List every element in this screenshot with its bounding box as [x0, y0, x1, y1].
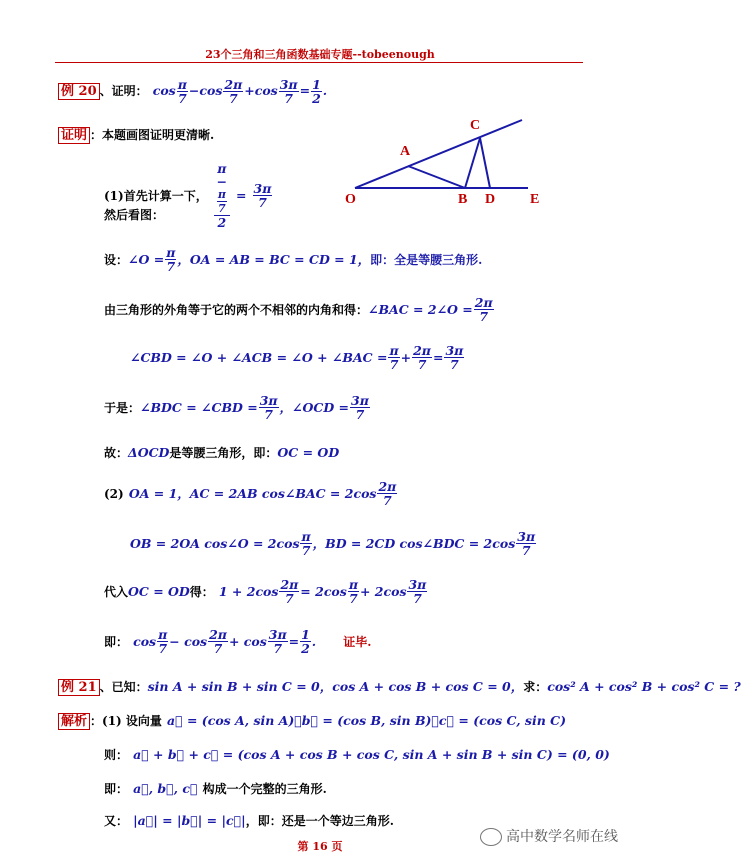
example-20-line [58, 78, 327, 105]
substitute-line: 代入OC = OD得： 1 + 2cos $\frac{2\pi}{7}$ = 2cos $\frac{\pi}{7}$ + 2cos $\frac{3\pi}{7}$ [104, 577, 427, 606]
step1-fraction: π − π 7 2 [214, 162, 230, 229]
page-header: 23个三角和三角函数基础专题--tobeenough [205, 48, 435, 61]
point-o: O [345, 192, 356, 207]
page-footer: 第 16 页 [297, 840, 343, 853]
point-b: B [458, 192, 468, 207]
analysis-line-1: 解析 ：(1) 设向量 a⃗ = (cos A, sin A)，b⃗ = (cos B, sin B)，c⃗ = (cos C, sin C) [58, 710, 566, 730]
point-a: A [400, 144, 411, 159]
conclusion-line: 即： cos $\frac{\pi}{7}$ − cos $\frac{2\pi}{7}$ + cos $\frac{3\pi}{7}$ = $\frac{1}{2}$ . 证毕. [104, 627, 372, 656]
point-d: D [485, 192, 496, 207]
header-rule [55, 62, 583, 63]
segment-bc [465, 138, 480, 188]
analysis-line-4: 又： |a⃗| = |b⃗| = |c⃗|，即：还是一个等边三角形. [104, 813, 394, 828]
hence-line: 故：ΔOCD是等腰三角形，即：OC = OD [104, 445, 340, 460]
example-21-label: 例 21 [58, 679, 100, 696]
proof-label: 证明 [58, 127, 90, 144]
step1-line: (1)首先计算一下， π − π 7 2 = $\frac{3\pi}{7}$ [104, 161, 272, 230]
proof-intro-line [58, 124, 214, 144]
point-e: E [530, 192, 540, 207]
example-21-line: 例 21 、已知：sin A + sin B + sin C = 0，cos A + cos B + cos C = 0，求：cos² A + cos² B + cos² C = ? [58, 676, 741, 696]
then-text: 然后看图： [104, 208, 165, 222]
let-line: 设：∠O = $\frac{\pi}{7}$ ，OA = AB = BC = CD = 1，即：全是等腰三角形. [104, 245, 483, 274]
analysis-line-2: 则： a⃗ + b⃗ + c⃗ = (cos A + cos B + cos C, sin A + sin B + sin C) = (0, 0) [104, 747, 610, 762]
so-line: 于是：∠BDC = ∠CBD = $\frac{3\pi}{7}$ ，∠OCD = $\frac{3\pi}{7}$ [104, 393, 369, 422]
example-20-label: 例 20 [58, 83, 100, 100]
wechat-icon [480, 828, 502, 846]
geometry-figure [350, 108, 540, 208]
segment-cd [480, 138, 490, 188]
example-20-equation: cos $\frac{\pi}{7}$ −cos $\frac{2\pi}{7}$ +cos $\frac{3\pi}{7}$ = $\frac{1}{2}$ . [152, 77, 328, 106]
analysis-label: 解析 [58, 713, 90, 730]
segment-ab [408, 166, 465, 188]
qed: 证毕. [343, 635, 372, 649]
proof-intro: ：本题画图证明更清晰. [90, 128, 215, 142]
cbd-line: ∠CBD = ∠O + ∠ACB = ∠O + ∠BAC = $\frac{\pi}{7}$ + $\frac{2\pi}{7}$ = $\frac{3\pi}{7}$ [130, 343, 464, 372]
watermark: 高中数学名师在线 [480, 826, 618, 846]
example-20-lead: 、证明： [99, 84, 148, 98]
analysis-line-3: 即： a⃗, b⃗, c⃗ 构成一个完整的三角形. [104, 781, 327, 796]
exterior-angle-line: 由三角形的外角等于它的两个不相邻的内角和得：∠BAC = 2∠O = $\frac{2\pi}{7}$ [104, 295, 493, 324]
ob-line: OB = 2OA cos∠O = 2cos $\frac{\pi}{7}$ ，BD = 2CD cos∠BDC = 2cos $\frac{3\pi}{7}$ [130, 529, 536, 558]
point-c: C [470, 118, 481, 133]
part2-line: (2) OA = 1，AC = 2AB cos∠BAC = 2cos $\frac{2\pi}{7}$ [104, 479, 397, 508]
